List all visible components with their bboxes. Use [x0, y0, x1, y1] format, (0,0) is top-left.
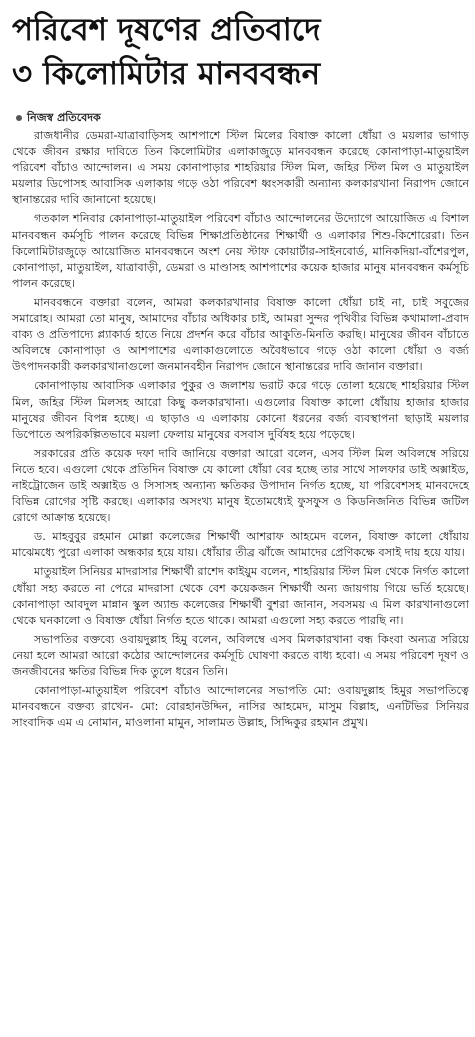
article-paragraph: কোনাপাড়ায় আবাসিক এলাকার পুকুর ও জলাশয় ভরাট করে গড়ে তোলা হয়েছে শাহরিয়ার স্টিল মিল, জহির স্টিল মিলসহ আরো কিছু কলকারখানা। এগুলোর বিষাক্ত কালো ধোঁয়ায় হাজার হাজার মানুষের জীবন বিপন্ন হচ্ছে। এ ছাড়াও এ এলাকায় কোনো ধরনের বর্জ্য ব্যবস্থাপনা ছাড়াই ময়লার ডিপোতে অপরিকল্পিতভাবে ময়লা ফেলায় মানুষের বসবাস দুর্বিষহ হয়ে পড়েছে। — [12, 379, 469, 441]
bullet-icon — [16, 115, 22, 121]
article-body — [12, 128, 469, 731]
headline-line-1: পরিবেশ দূষণের প্রতিবাদে — [12, 12, 321, 48]
headline — [12, 0, 469, 96]
byline — [12, 110, 469, 126]
article-paragraph: রাজধানীর ডেমরা-যাত্রাবাড়িসহ আশপাশে স্টিল মিলের বিষাক্ত কালো ধোঁয়া ও ময়লার ভাগাড় থেকে জীবন রক্ষার দাবিতে তিন কিলোমিটার এলাকাজুড়ে মানববন্ধন করেছে কোনাপাড়া-মাতুয়াইল পরিবেশ বাঁচাও আন্দোলন। এ সময় কোনাপাড়ার শাহরিয়ার স্টিল মিল, জহির স্টিল মিল ও মাতুয়াইল ময়লার ডিপোসহ আবাসিক এলাকায় গড়ে ওঠা পরিবেশ ধ্বংসকারী অন্যান্য কলকারখানা নিরাপদ জোনে স্থানান্তরের দাবি জানানো হয়েছে। — [12, 129, 469, 207]
article-paragraph: সরকারের প্রতি কয়েক দফা দাবি জানিয়ে বক্তারা আরো বলেন, এসব স্টিল মিল অবিলম্বে সরিয়ে নিতে হবে। এগুলো থেকে প্রতিদিন বিষাক্ত যে কালো ধোঁয়া বের হচ্ছে তার সাথে সালফার ডাই অক্সাইড, নাইট্রোজেন ডাই অক্সাইড ও সিসাসহ অন্যান্য ক্ষতিকর উপাদান নির্গত হচ্ছে, যা পরিবেশসহ মানবদেহে বিভিন্ন রোগের সৃষ্টি করছে। এলাকার অসংখ্য মানুষ ইতোমধ্যেই ফুসফুস ও কিডনিজনিত বিভিন্ন জটিল রোগে আক্রান্ত হয়েছে। — [12, 446, 469, 525]
article-paragraph: ড. মাহবুবুর রহমান মোল্লা কলেজের শিক্ষার্থী আশরাফ আহমেদ বলেন, বিষাক্ত কালো ধোঁয়ায় মাঝেমধ্যে পুরো এলাকা অন্ধকার হয়ে যায়। ধোঁয়ার তীব্র ঝাঁজে আমাদের প্রেণিকক্ষে বসাই দায় হয়ে যায়। — [12, 530, 469, 560]
article-paragraph: মাতুয়াইল সিনিয়র মাদরাসার শিক্ষার্থী রাশেদ কাইয়ুম বলেন, শাহরিয়ার স্টিল মিল থেকে নির্গত কালো ধোঁয়া সহ্য করতে না পেরে মাদরাসা থেকে বেশ কয়েকজন শিক্ষার্থী অন্য জায়গায় গিয়ে ভর্তি হয়েছে। কোনাপাড়া আবদুল মান্নান স্কুল অ্যান্ড কলেজের শিক্ষার্থী বুশরা জানান, সবসময় এ মিল কারখানাগুলো থেকে ঘনকালো ও বিষাক্ত ধোঁয়া নির্গত হতে থাকে। আমরা এগুলো সহ্য করতে পারছি না। — [12, 565, 469, 627]
article-paragraph: কোনাপাড়া-মাতুয়াইল পরিবেশ বাঁচাও আন্দোলনের সভাপতি মো: ওবায়দুল্লাহ হিমুর সভাপতিত্বে মানববন্ধনে বক্তব্য রাখেন- মো: বোরহানউদ্দিন, নাসির আহমেদ, মাসুম বিল্লাহ, এনটিভির সিনিয়র সাংবাদিক এম এ নোমান, মাওলানা মামুন, সালামত উল্লাহ, সিদ্দিকুর রহমান প্রমুখ। — [12, 684, 469, 730]
headline-line-2: ৩ কিলোমিটার মানববন্ধন — [12, 56, 321, 92]
byline-text: নিজস্ব প্রতিবেদক — [27, 111, 101, 124]
article-paragraph: গতকাল শনিবার কোনাপাড়া-মাতুয়াইল পরিবেশ বাঁচাও আন্দোলনের উদ্যোগে আয়োজিত এ বিশাল মানববন্ধন কর্মসূচি পালন করেছে বিভিন্ন শিক্ষাপ্রতিষ্ঠানের শিক্ষার্থী ও এলাকার শিশু-কিশোরেরা। তিন কিলোমিটারজুড়ে আয়োজিত মানববন্ধনে অংশ নেয় স্টাফ কোয়ার্টার-সাইনবোর্ড, মানিকদিয়া-বাঁশেরপুল, কোনাপাড়া, মাতুয়াইল, যাত্রাবাড়ী, ডেমরা ও মাণ্ডাসহ আশপাশের কয়েক হাজার মানুষ মানববন্ধন কর্মসূচি পালন করেছে। — [12, 212, 469, 290]
article-paragraph: সভাপতির বক্তব্যে ওবায়দুল্লাহ হিমু বলেন, অবিলম্বে এসব মিলকারখানা বন্ধ কিংবা অন্যত্র সরিয়ে নেয়া হলে আমরা আরো কঠোর আন্দোলনের কর্মসূচি ঘোষণা করতে বাধ্য হবো। এ সময় পরিবেশ দূষণ ও জনজীবনের ক্ষতির বিভিন্ন দিক তুলে ধরেন তিনি। — [12, 632, 469, 678]
article-paragraph: মানববন্ধনে বক্তারা বলেন, আমরা কলকারখানার বিষাক্ত কালো ধোঁয়া চাই না, চাই সবুজের সমারোহ। আমরা তো মানুষ, আমাদের বাঁচার অধিকার চাই, আমরা সুন্দর পৃথিবীর বিভিন্ন কথামালা-প্রবাদ বাক্য ও প্রতিপাদ্যে প্ল্যাকার্ড হাতে নিয়ে প্রদর্শন করে বাঁচার আকুতি-মিনতি করছি। মানুষের জীবন বাঁচাতে অবিলম্বে কোনাপাড়া ও আশপাশের এলাকাগুলোতে অবৈধভাবে গড়ে ওঠা কালো ধোঁয়া ও বর্জ্য উৎপাদনকারী কলকারখানাগুলো জনমানবহীন নিরাপদ জোনে স্থানান্তরের দাবি জানান বক্তারা। — [12, 295, 469, 374]
